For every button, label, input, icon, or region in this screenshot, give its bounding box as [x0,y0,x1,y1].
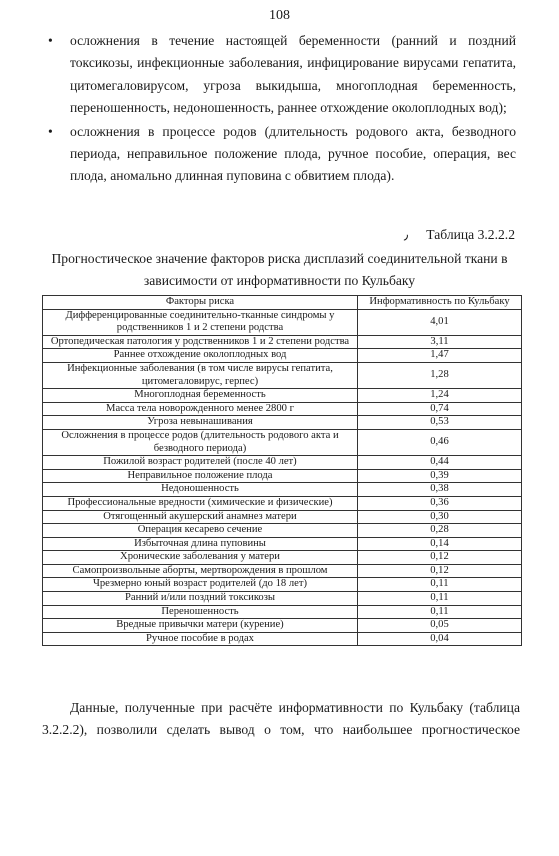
risk-factor-cell: Многоплодная беременность [43,389,358,403]
body-paragraph: Данные, полученные при расчёте информативности по Кульбаку (таблица 3.2.2.2), позволили сделать вывод о том, что наибольшее прогностическое [42,700,520,738]
table-row [43,619,522,633]
risk-factor-cell: Ортопедическая патология у родственников 1 и 2 степени родства [43,335,358,349]
table-row [43,564,522,578]
table-row [43,592,522,606]
table-row [43,537,522,551]
list-item [48,30,516,120]
bullet-marker: • [48,123,53,139]
table-row [43,605,522,619]
informativeness-cell: 0,28 [358,524,522,538]
table-row [43,524,522,538]
risk-factor-cell: Неправильное положение плода [43,469,358,483]
list-item-text: осложнения в процессе родов (длительность родового акта, безводного периода, неправильное положение плода, ручное пособие, операция, вес плода, аномально длинная пуповина с обвитием плода). [70,123,516,184]
risk-factor-cell: Инфекционные заболевания (в том числе вирусы гепатита, цитомегаловирус, герпес) [43,362,358,388]
table-row [43,309,522,335]
informativeness-cell: 0,11 [358,605,522,619]
table-number-label: Таблица 3.2.2.2 [426,227,515,242]
table-header-row [43,296,522,310]
informativeness-cell: 0,46 [358,429,522,455]
table-row [43,456,522,470]
risk-factor-cell: Осложнения в процессе родов (длительность родового акта и безводного периода) [43,429,358,455]
bullet-list [48,30,516,189]
risk-factor-cell: Переношенность [43,605,358,619]
table-row [43,632,522,646]
table-row [43,469,522,483]
table-marker: ٫ [403,227,409,242]
informativeness-cell: 0,53 [358,416,522,430]
risk-factor-cell: Чрезмерно юный возраст родителей (до 18 лет) [43,578,358,592]
risk-factor-cell: Избыточная длина пуповины [43,537,358,551]
informativeness-cell: 0,12 [358,551,522,565]
risk-factor-cell: Профессиональные вредности (химические и физические) [43,496,358,510]
table-row [43,578,522,592]
risk-factor-cell: Хронические заболевания у матери [43,551,358,565]
list-item [48,121,516,188]
risk-factor-cell: Отягощенный акушерский анамнез матери [43,510,358,524]
informativeness-cell: 1,47 [358,349,522,363]
risk-factor-cell: Операция кесарево сечение [43,524,358,538]
informativeness-cell: 0,12 [358,564,522,578]
informativeness-cell: 0,05 [358,619,522,633]
risk-factor-cell: Угроза невынашивания [43,416,358,430]
risk-factor-cell: Пожилой возраст родителей (после 40 лет) [43,456,358,470]
bullet-marker: • [48,33,53,48]
informativeness-cell: 3,11 [358,335,522,349]
table-row [43,496,522,510]
table-row [43,335,522,349]
table-row [43,362,522,388]
informativeness-cell: 0,44 [358,456,522,470]
table-row [43,510,522,524]
informativeness-cell: 0,04 [358,632,522,646]
informativeness-cell: 0,36 [358,496,522,510]
informativeness-cell: 0,38 [358,483,522,497]
informativeness-cell: 0,74 [358,402,522,416]
informativeness-cell: 1,24 [358,389,522,403]
page-number: 108 [269,8,290,23]
table-row [43,416,522,430]
table-row [43,349,522,363]
table-row [43,402,522,416]
risk-factor-cell: Самопроизвольные аборты, мертворождения в прошлом [43,564,358,578]
risk-factor-cell: Масса тела новорожденного менее 2800 г [43,402,358,416]
informativeness-cell: 0,30 [358,510,522,524]
header-factors: Факторы риска [43,296,358,310]
table-number [404,227,515,243]
table-row [43,551,522,565]
risk-factor-cell: Недоношенность [43,483,358,497]
header-informativeness: Информативность по Кульбаку [358,296,522,310]
table-row [43,389,522,403]
risk-factor-cell: Вредные привычки матери (курение) [43,619,358,633]
risk-factor-cell: Раннее отхождение околоплодных вод [43,349,358,363]
informativeness-cell: 0,39 [358,469,522,483]
table-row [43,483,522,497]
list-item-text: осложнения в течение настоящей беременности (ранний и поздний токсикозы, инфекционные заболевания, инфицирование вирусами гепатита, цитомегаловирусом, угроза выкидыша, многоплодная беременность, переношенность, недоношенность, раннее отхождение околоплодных вод); [70,33,516,116]
informativeness-cell: 0,14 [358,537,522,551]
informativeness-cell: 0,11 [358,578,522,592]
table-caption: Прогностическое значение факторов риска дисплазий соединительной ткани в зависимости от информативности по Кульбаку [51,251,508,288]
risk-factor-cell: Дифференцированные соединительно-тканные синдромы у родственников 1 и 2 степени родства [43,309,358,335]
risk-factor-cell: Ранний и/или поздний токсикозы [43,592,358,606]
risk-factor-cell: Ручное пособие в родах [43,632,358,646]
informativeness-cell: 4,01 [358,309,522,335]
informativeness-cell: 0,11 [358,592,522,606]
informativeness-cell: 1,28 [358,362,522,388]
risk-factors-table [42,295,522,646]
table-row [43,429,522,455]
